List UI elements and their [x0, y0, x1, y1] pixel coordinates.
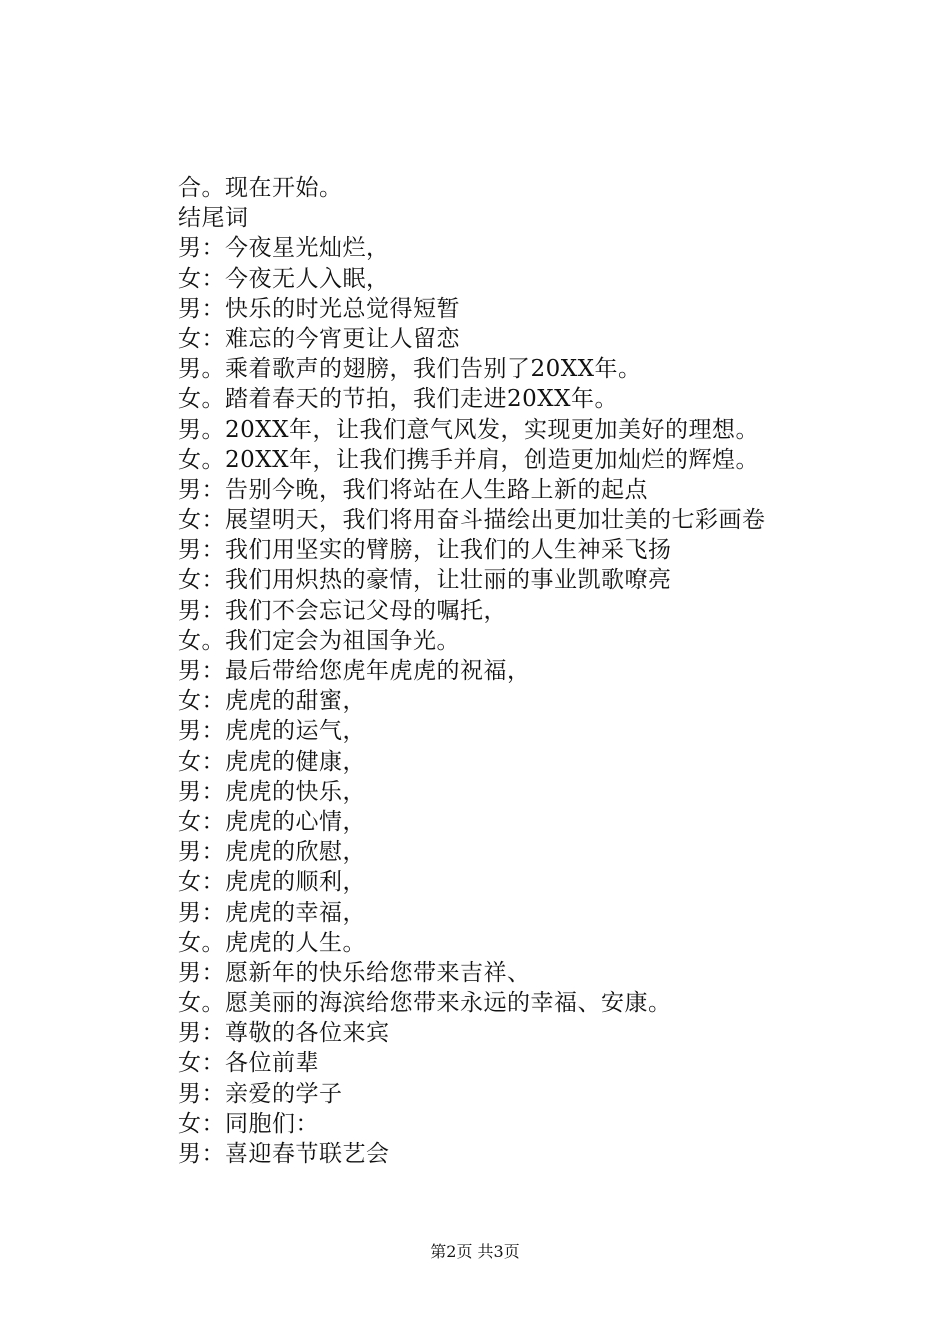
text-line: 男：虎虎的快乐， [178, 778, 366, 805]
text-line: 合。现在开始。 [178, 175, 343, 201]
text-line: 女：虎虎的心情， [178, 808, 366, 835]
text-line: 男：尊敬的各位来宾 [178, 1020, 390, 1047]
text-line: 男：虎虎的欣慰， [178, 839, 366, 866]
text-line: 男。乘着歌声的翅膀，我们告别了20XX年。 [178, 356, 642, 383]
text-line: 男：我们用坚实的臂膀，让我们的人生神采飞扬 [178, 537, 672, 564]
text-line: 女。愿美丽的海滨给您带来永远的幸福、安康。 [178, 990, 672, 1017]
text-line: 女。虎虎的人生。 [178, 929, 366, 956]
text-line: 女：各位前辈 [178, 1050, 319, 1077]
text-line: 男：快乐的时光总觉得短暂 [178, 295, 460, 322]
text-line: 男：虎虎的运气， [178, 718, 366, 745]
section-heading: 结尾词 [178, 205, 249, 232]
text-line: 女：展望明天，我们将用奋斗描绘出更加壮美的七彩画卷 [178, 507, 766, 534]
text-line: 男：亲爱的学子 [178, 1080, 343, 1107]
document-body [178, 173, 878, 1169]
text-line: 男：今夜星光灿烂， [178, 235, 390, 262]
text-line: 男：我们不会忘记父母的嘱托， [178, 597, 507, 624]
text-line: 女：虎虎的健康， [178, 748, 366, 775]
text-line: 女。踏着春天的节拍，我们走进20XX年。 [178, 386, 619, 413]
text-line: 女：我们用炽热的豪情，让壮丽的事业凯歌嘹亮 [178, 567, 672, 594]
text-line: 女。我们定会为祖国争光。 [178, 627, 460, 654]
text-line: 男：最后带给您虎年虎虎的祝福， [178, 658, 531, 684]
text-line: 男：虎虎的幸福， [178, 899, 366, 926]
text-line: 女：同胞们： [178, 1110, 319, 1137]
text-line: 男：告别今晚，我们将站在人生路上新的起点 [178, 476, 648, 503]
text-line: 女：今夜无人入眠， [178, 265, 390, 292]
text-line: 女：虎虎的甜蜜， [178, 688, 366, 715]
text-line: 女。20XX年，让我们携手并肩，创造更加灿烂的辉煌。 [178, 446, 760, 473]
text-line: 男。20XX年，让我们意气风发，实现更加美好的理想。 [178, 416, 760, 443]
text-line: 男：喜迎春节联艺会 [178, 1141, 390, 1167]
text-line: 女：虎虎的顺利， [178, 869, 366, 896]
text-line: 女：难忘的今宵更让人留恋 [178, 325, 460, 352]
text-line: 男：愿新年的快乐给您带来吉祥、 [178, 959, 531, 986]
page-number-footer: 第2页 共3页 [430, 1242, 520, 1261]
